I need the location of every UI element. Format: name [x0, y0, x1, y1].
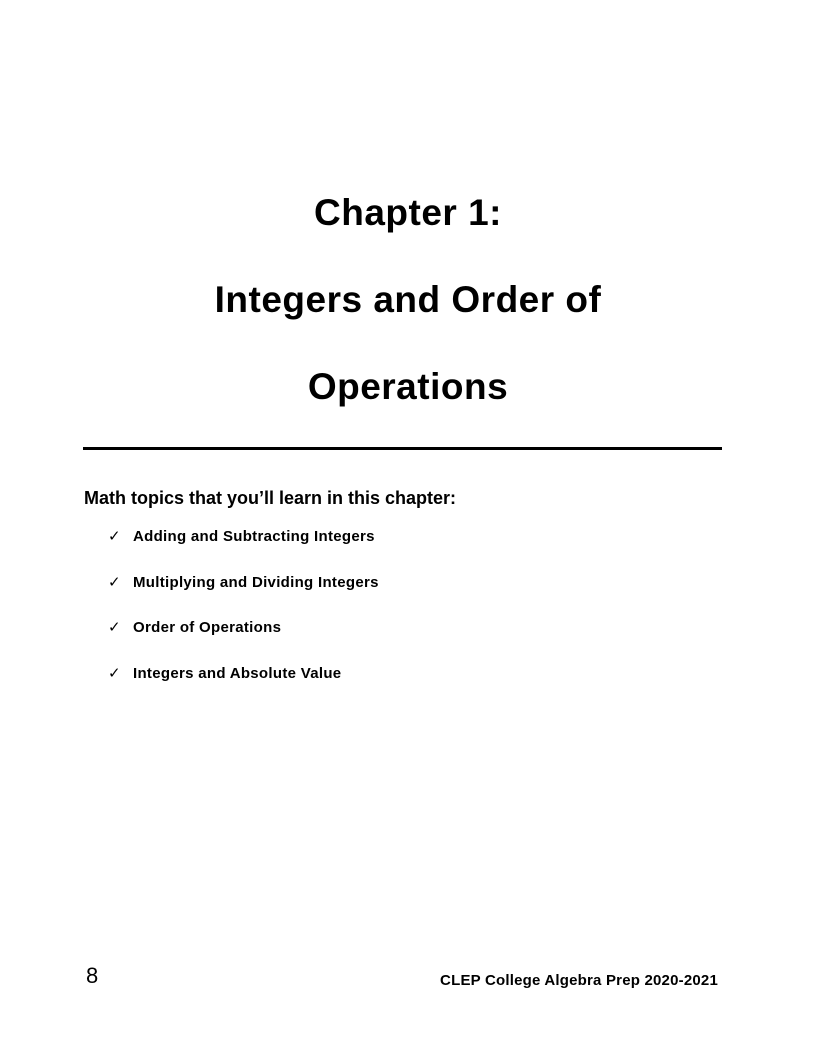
topics-list	[108, 527, 379, 709]
topic-label: Multiplying and Dividing Integers	[133, 573, 379, 591]
checkmark-icon: ✓	[108, 664, 121, 682]
section-heading: Math topics that you’ll learn in this chapter:	[84, 488, 457, 508]
checkmark-icon: ✓	[108, 619, 121, 636]
checkmark-icon: ✓	[108, 528, 121, 545]
checkmark-icon: ✓	[108, 573, 121, 591]
chapter-title-line-3: Operations	[307, 366, 509, 407]
topic-label: Adding and Subtracting Integers	[133, 528, 375, 545]
footer-book-title: CLEP College Algebra Prep 2020-2021	[440, 972, 718, 989]
chapter-title-line-2: Integers and Order of	[214, 279, 602, 320]
topic-label: Integers and Absolute Value	[133, 664, 342, 682]
chapter-title-line-1: Chapter 1:	[314, 192, 502, 233]
topic-label: Order of Operations	[133, 619, 282, 636]
page-number: 8	[86, 963, 99, 988]
title-divider-rule	[83, 447, 722, 450]
list-item	[108, 618, 379, 642]
list-item	[108, 527, 379, 551]
list-item	[108, 573, 379, 597]
list-item	[108, 664, 379, 688]
